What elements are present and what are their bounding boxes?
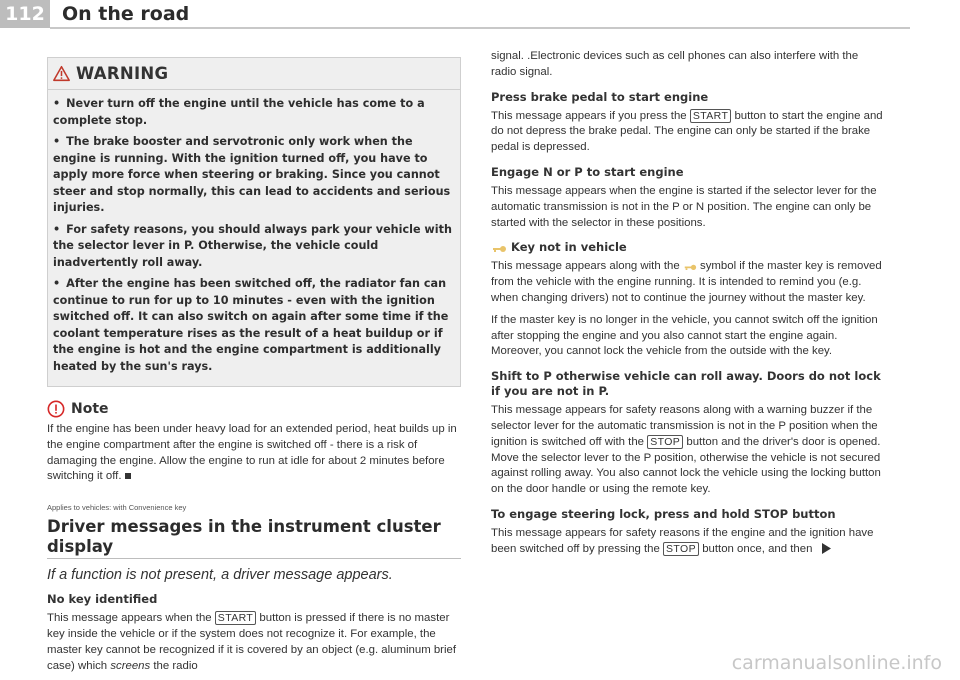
warning-item: • The brake booster and servotronic only work when the engine is running. With the ignition turned off, you have to apply more force when steering or braking. Since you cannot steer and stop normally, this can lead to accidents and serious injuries. xyxy=(53,135,451,214)
warning-item: • Never turn off the engine until the vehicle has come to a complete stop. xyxy=(53,97,425,127)
stop-key-label: STOP xyxy=(647,435,683,449)
right-column xyxy=(491,49,884,558)
key-not-in-vehicle-text: This message appears along with the symbol if the master key is removed from the vehicle with the engine running. It is intended to remind you (e.g. when changing drivers) not to continue the journey without the master key. xyxy=(491,260,882,304)
no-key-heading: No key identified xyxy=(47,592,158,607)
applies-to-line: Applies to vehicles: with Convenience key xyxy=(47,503,187,513)
shift-to-p-text: This message appears for safety reasons along with a warning buzzer if the selector lever for the automatic transmission is not in the P position when the ignition is switched off with the STOP button and the driver's door is opened. Move the selector lever to the P position, otherwise the vehicle is not secured against rolling away. You also cannot lock the vehicle using the locking button on the door handle or using the remote key. xyxy=(491,404,881,496)
key-not-in-vehicle-text-2: If the master key is no longer in the vehicle, you cannot switch off the ignition after stopping the engine and you also cannot start the engine again. Moreover, you cannot lock the vehicle from the outside with the key. xyxy=(491,313,878,358)
section-lead: If a function is not present, a driver message appears. xyxy=(47,567,393,584)
end-mark-icon xyxy=(125,473,131,479)
warning-title: WARNING xyxy=(76,64,169,83)
key-icon xyxy=(683,261,697,272)
warning-item: • For safety reasons, you should always park your vehicle with the selector lever in P. Otherwise, the vehicle could inadvertently roll away. xyxy=(53,222,452,269)
engage-np-heading: Engage N or P to start engine xyxy=(491,164,684,179)
watermark: carmanualsonline.info xyxy=(731,652,942,674)
page-number: 112 xyxy=(0,0,50,28)
warning-list xyxy=(48,90,460,375)
no-key-text-continued: signal. .Electronic devices such as cell phones can also interfere with the radio signal. xyxy=(491,50,859,78)
warning-triangle-icon xyxy=(53,65,70,82)
key-not-in-vehicle-heading: Key not in vehicle xyxy=(491,240,884,255)
engage-np-text: This message appears when the engine is started if the selector lever for the automatic transmission is not in the P or N position. The engine can only be started with the selector in these positions. xyxy=(491,184,877,229)
note-text: If the engine has been under heavy load for an extended period, heat builds up in the engine compartment after the engine is switched off - there is a risk of damaging the engine. Allow the engine to run at idle for about 2 minutes before switching it off. xyxy=(47,423,457,483)
warning-header xyxy=(48,58,460,90)
steering-lock-heading: To engage steering lock, press and hold STOP button xyxy=(491,506,836,521)
continue-arrow-icon xyxy=(822,543,831,554)
left-column xyxy=(47,57,461,674)
start-key-label: START xyxy=(215,611,256,625)
press-brake-text: This message appears if you press the START button to start the engine and do not depress the brake pedal. The engine can only be started if the brake pedal is depressed. xyxy=(491,109,883,154)
key-icon xyxy=(491,242,507,254)
stop-key-label: STOP xyxy=(663,542,699,556)
warning-item: • After the engine has been switched off, the radiator fan can continue to run for up to 10 minutes - even with the ignition switched off. It can also switch on again after some time if the coolant temperature rises as the result of a heat buildup or if the engine is hot and the engine compartment is additionally heated by the sun's rays. xyxy=(53,277,449,373)
note-circle-icon xyxy=(47,400,65,418)
note-title: Note xyxy=(71,401,109,417)
shift-to-p-heading: Shift to P otherwise vehicle can roll away. Doors do not lock if you are not in P. xyxy=(491,369,881,399)
steering-lock-text: This message appears for safety reasons if the engine and the ignition have been switched off by pressing the STOP button once, and then xyxy=(491,526,874,555)
press-brake-heading: Press brake pedal to start engine xyxy=(491,89,709,104)
warning-box xyxy=(47,57,461,387)
start-key-label: START xyxy=(690,109,731,123)
note-header xyxy=(47,400,461,418)
header-rule xyxy=(50,27,910,29)
no-key-text: This message appears when the START button is pressed if there is no master key inside the vehicle or if the system does not recognize it. For example, the master key cannot be recognized if it is covered by an object (e.g. aluminum brief case) which screens the radio xyxy=(47,612,457,672)
page-header-title: On the road xyxy=(62,3,190,25)
section-rule xyxy=(47,558,461,559)
section-title: Driver messages in the instrument cluster display xyxy=(47,517,441,557)
